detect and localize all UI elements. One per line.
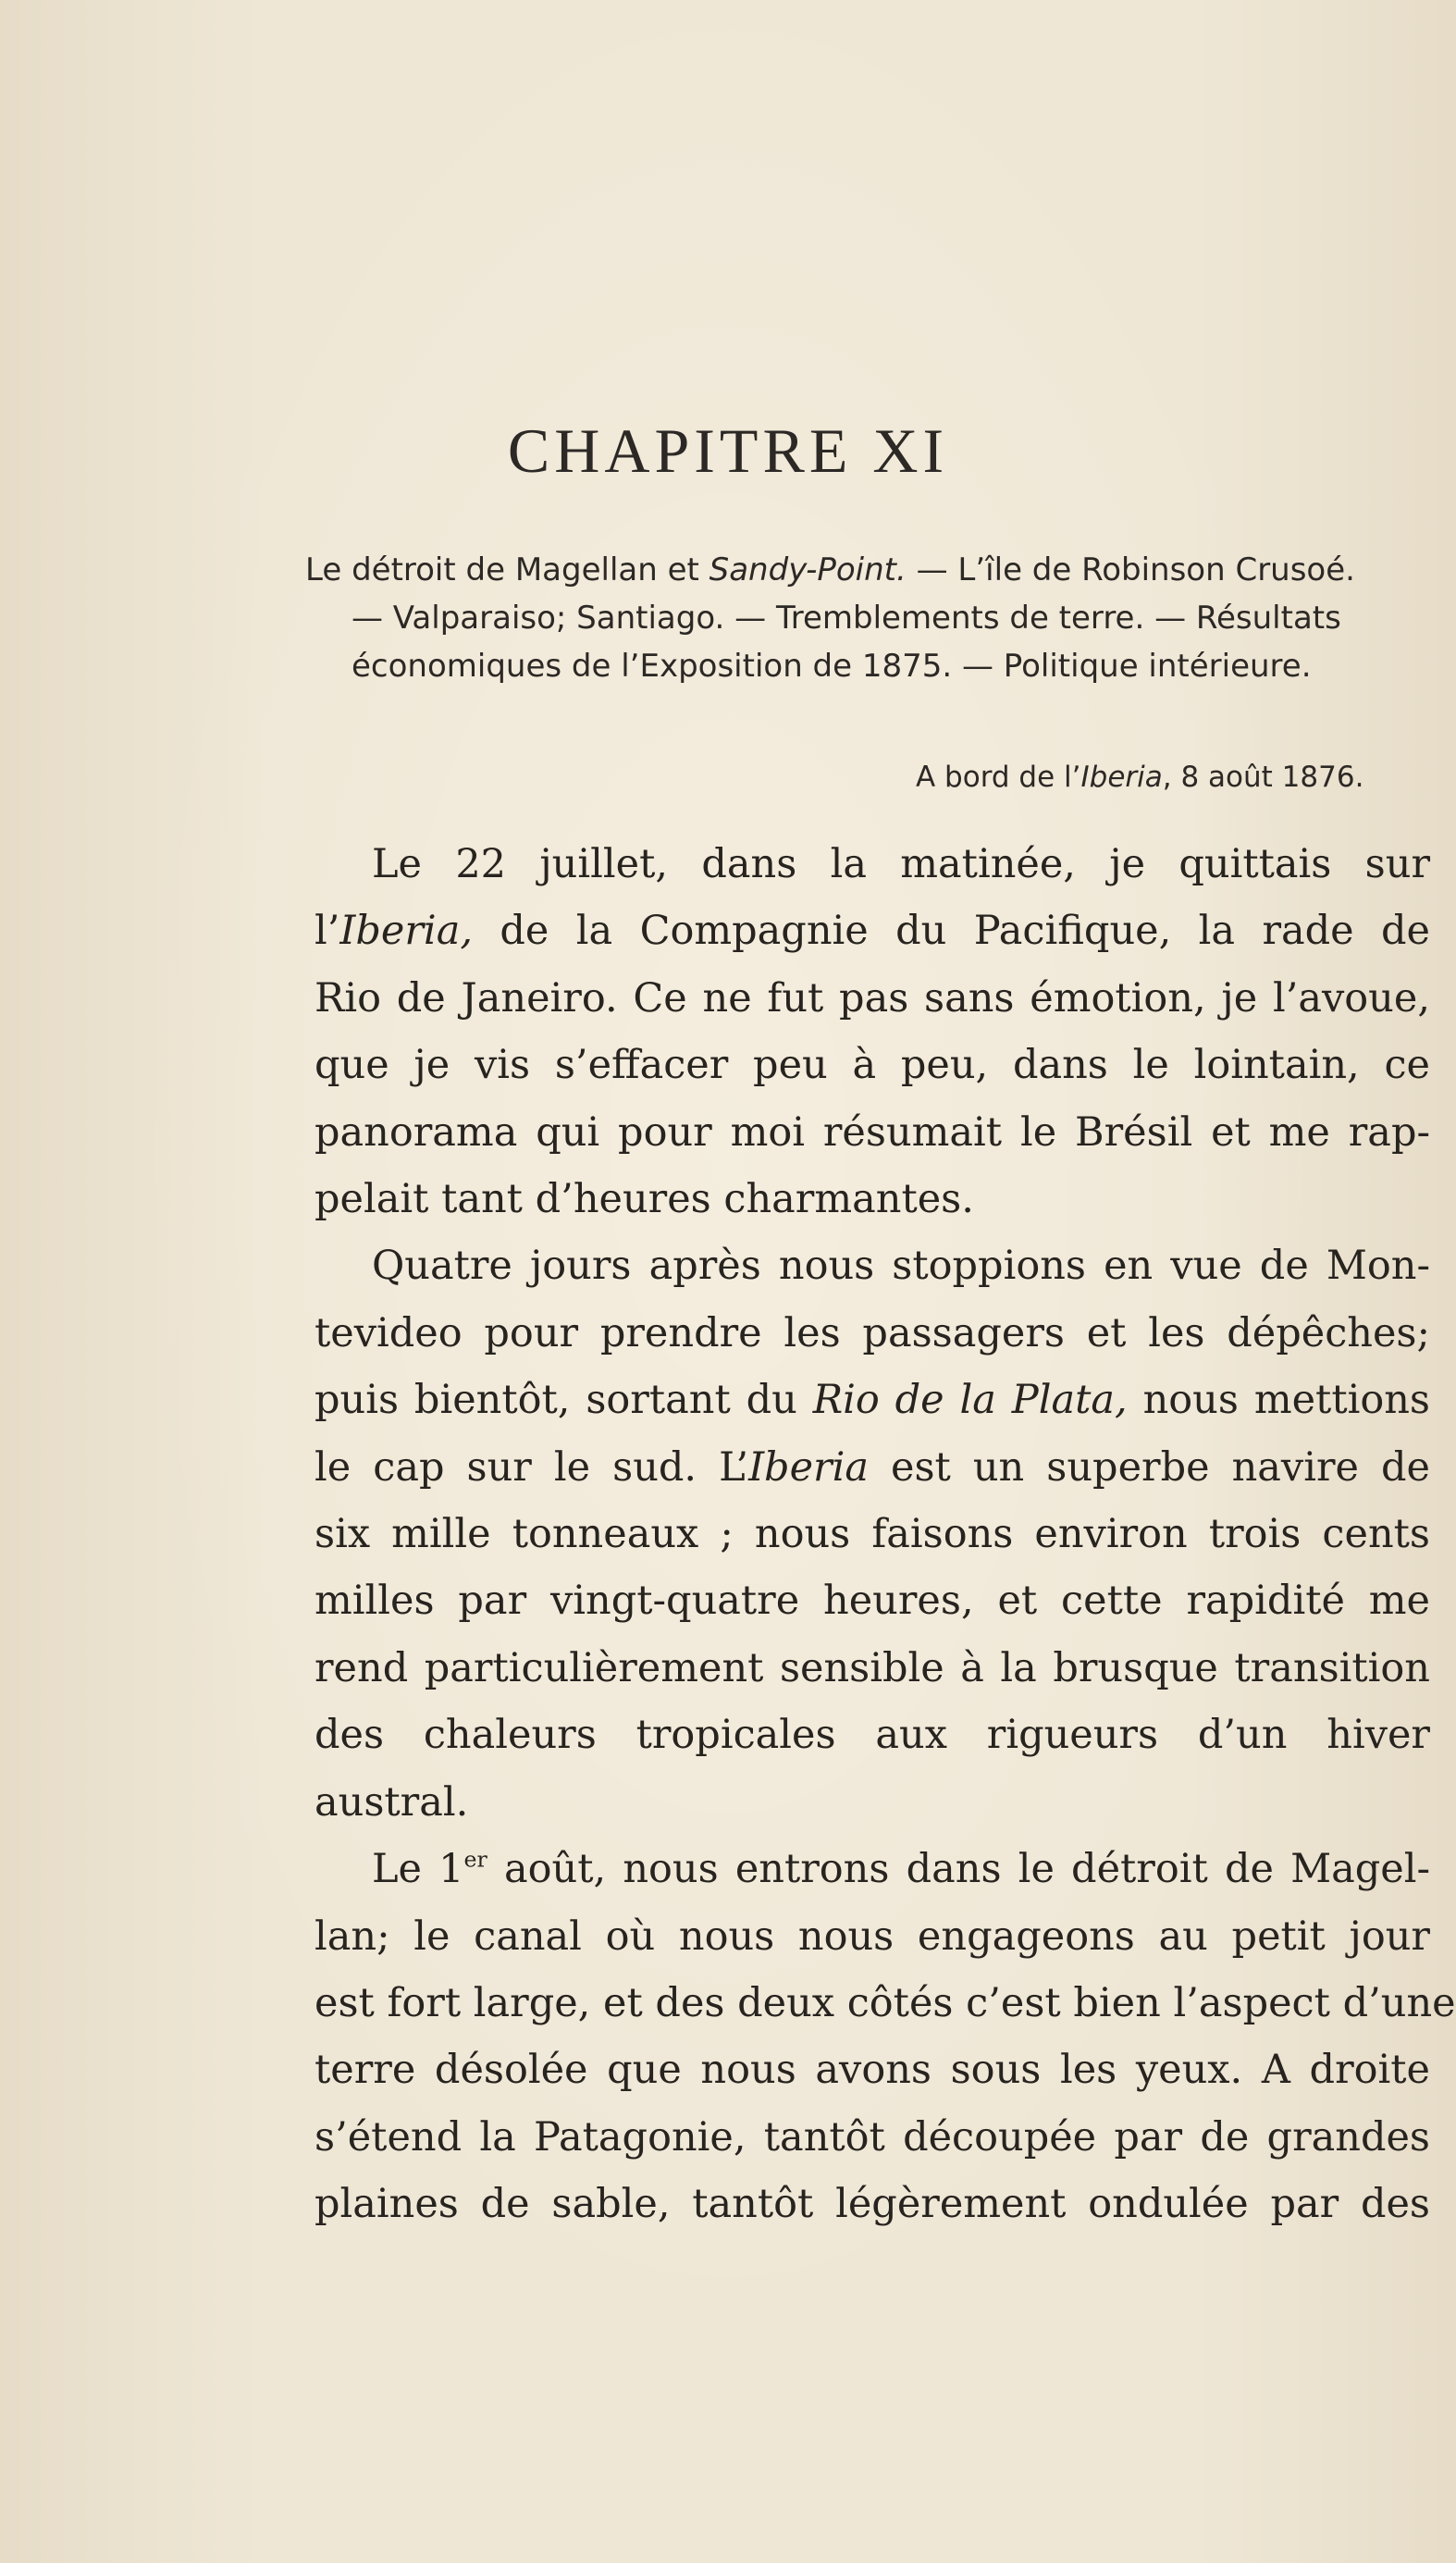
text-line: pelait tant d’heures charmantes. — [315, 1176, 974, 1223]
chapter-summary — [305, 546, 1434, 690]
text-italic: Iberia, — [339, 908, 473, 955]
chapter-title: CHAPITRE XI — [507, 415, 949, 486]
text-line: est fort large, et des deux côtés c’est bien l’aspect d’une — [315, 1979, 1456, 2026]
text-run: de la Compagnie du Pacifique, la rade de — [473, 908, 1430, 955]
text-line: Le 22 juillet, dans la matinée, je quittais sur — [372, 841, 1430, 887]
dateline-ship: Iberia — [1080, 761, 1163, 794]
text-line: Rio de Janeiro. Ce ne fut pas sans émotion, je l’avoue, — [315, 974, 1430, 1021]
summary-line — [305, 546, 1434, 594]
text-run: est un superbe navire de — [868, 1443, 1430, 1491]
text-line: plaines de sable, tantôt légèrement ondulée par des — [315, 2181, 1430, 2228]
summary-line: — Valparaiso; Santiago. — Tremblements de terre. — Résultats — [352, 600, 1341, 637]
summary-line: économiques de l’Exposition de 1875. — Politique intérieure. — [352, 648, 1312, 685]
text-line — [315, 1836, 1430, 1902]
text-line: s’étend la Patagonie, tantôt découpée par de grandes — [315, 2113, 1430, 2161]
paragraph — [315, 831, 1430, 1232]
summary-text: Le détroit de Magellan et — [305, 551, 709, 588]
dateline-text: A bord de l’ — [916, 761, 1081, 794]
text-line: panorama qui pour moi résumait le Brésil et me rap- — [315, 1108, 1430, 1156]
text-line: rend particulièrement sensible à la brusque transition — [315, 1644, 1430, 1691]
text-line — [315, 1367, 1430, 1433]
text-line: milles par vingt-quatre heures, et cette rapidité me — [315, 1578, 1430, 1625]
text-italic: Iberia — [748, 1443, 869, 1491]
text-line: lan; le canal où nous nous engageons au petit jour — [315, 1913, 1430, 1960]
body-text — [315, 831, 1456, 2238]
superscript: er — [463, 1846, 487, 1873]
text-line — [315, 1434, 1430, 1501]
summary-italic: Sandy-Point. — [709, 551, 907, 588]
text-run: le cap sur le sud. L’ — [315, 1443, 749, 1491]
dateline-text: , 8 août 1876. — [1162, 761, 1364, 794]
summary-text: — L’île de Robinson Crusoé. — [906, 551, 1355, 588]
text-line: Quatre jours après nous stoppions en vue de Mon- — [372, 1243, 1430, 1290]
text-italic: Rio de la Plata, — [812, 1377, 1128, 1424]
text-line: austral. — [315, 1778, 469, 1826]
text-line: tevideo pour prendre les passagers et les dépêches; — [315, 1309, 1430, 1356]
text-line: des chaleurs tropicales aux rigueurs d’un hiver — [315, 1712, 1430, 1759]
paragraph — [315, 1836, 1456, 2237]
text-run: puis bientôt, sortant du — [315, 1377, 813, 1424]
text-run: août, nous entrons dans le détroit de Magel- — [487, 1846, 1430, 1893]
text-line — [315, 898, 1430, 964]
dateline — [916, 761, 1363, 794]
paragraph — [315, 1232, 1430, 1836]
text-line: que je vis s’effacer peu à peu, dans le lointain, ce — [315, 1042, 1430, 1089]
text-run: l’ — [315, 908, 340, 955]
text-run: nous mettions — [1127, 1377, 1430, 1424]
text-run: Le 1 — [372, 1846, 464, 1893]
text-line: six mille tonneaux ; nous faisons environ trois cents — [315, 1511, 1430, 1558]
text-line: terre désolée que nous avons sous les yeux. A droite — [315, 2047, 1430, 2094]
